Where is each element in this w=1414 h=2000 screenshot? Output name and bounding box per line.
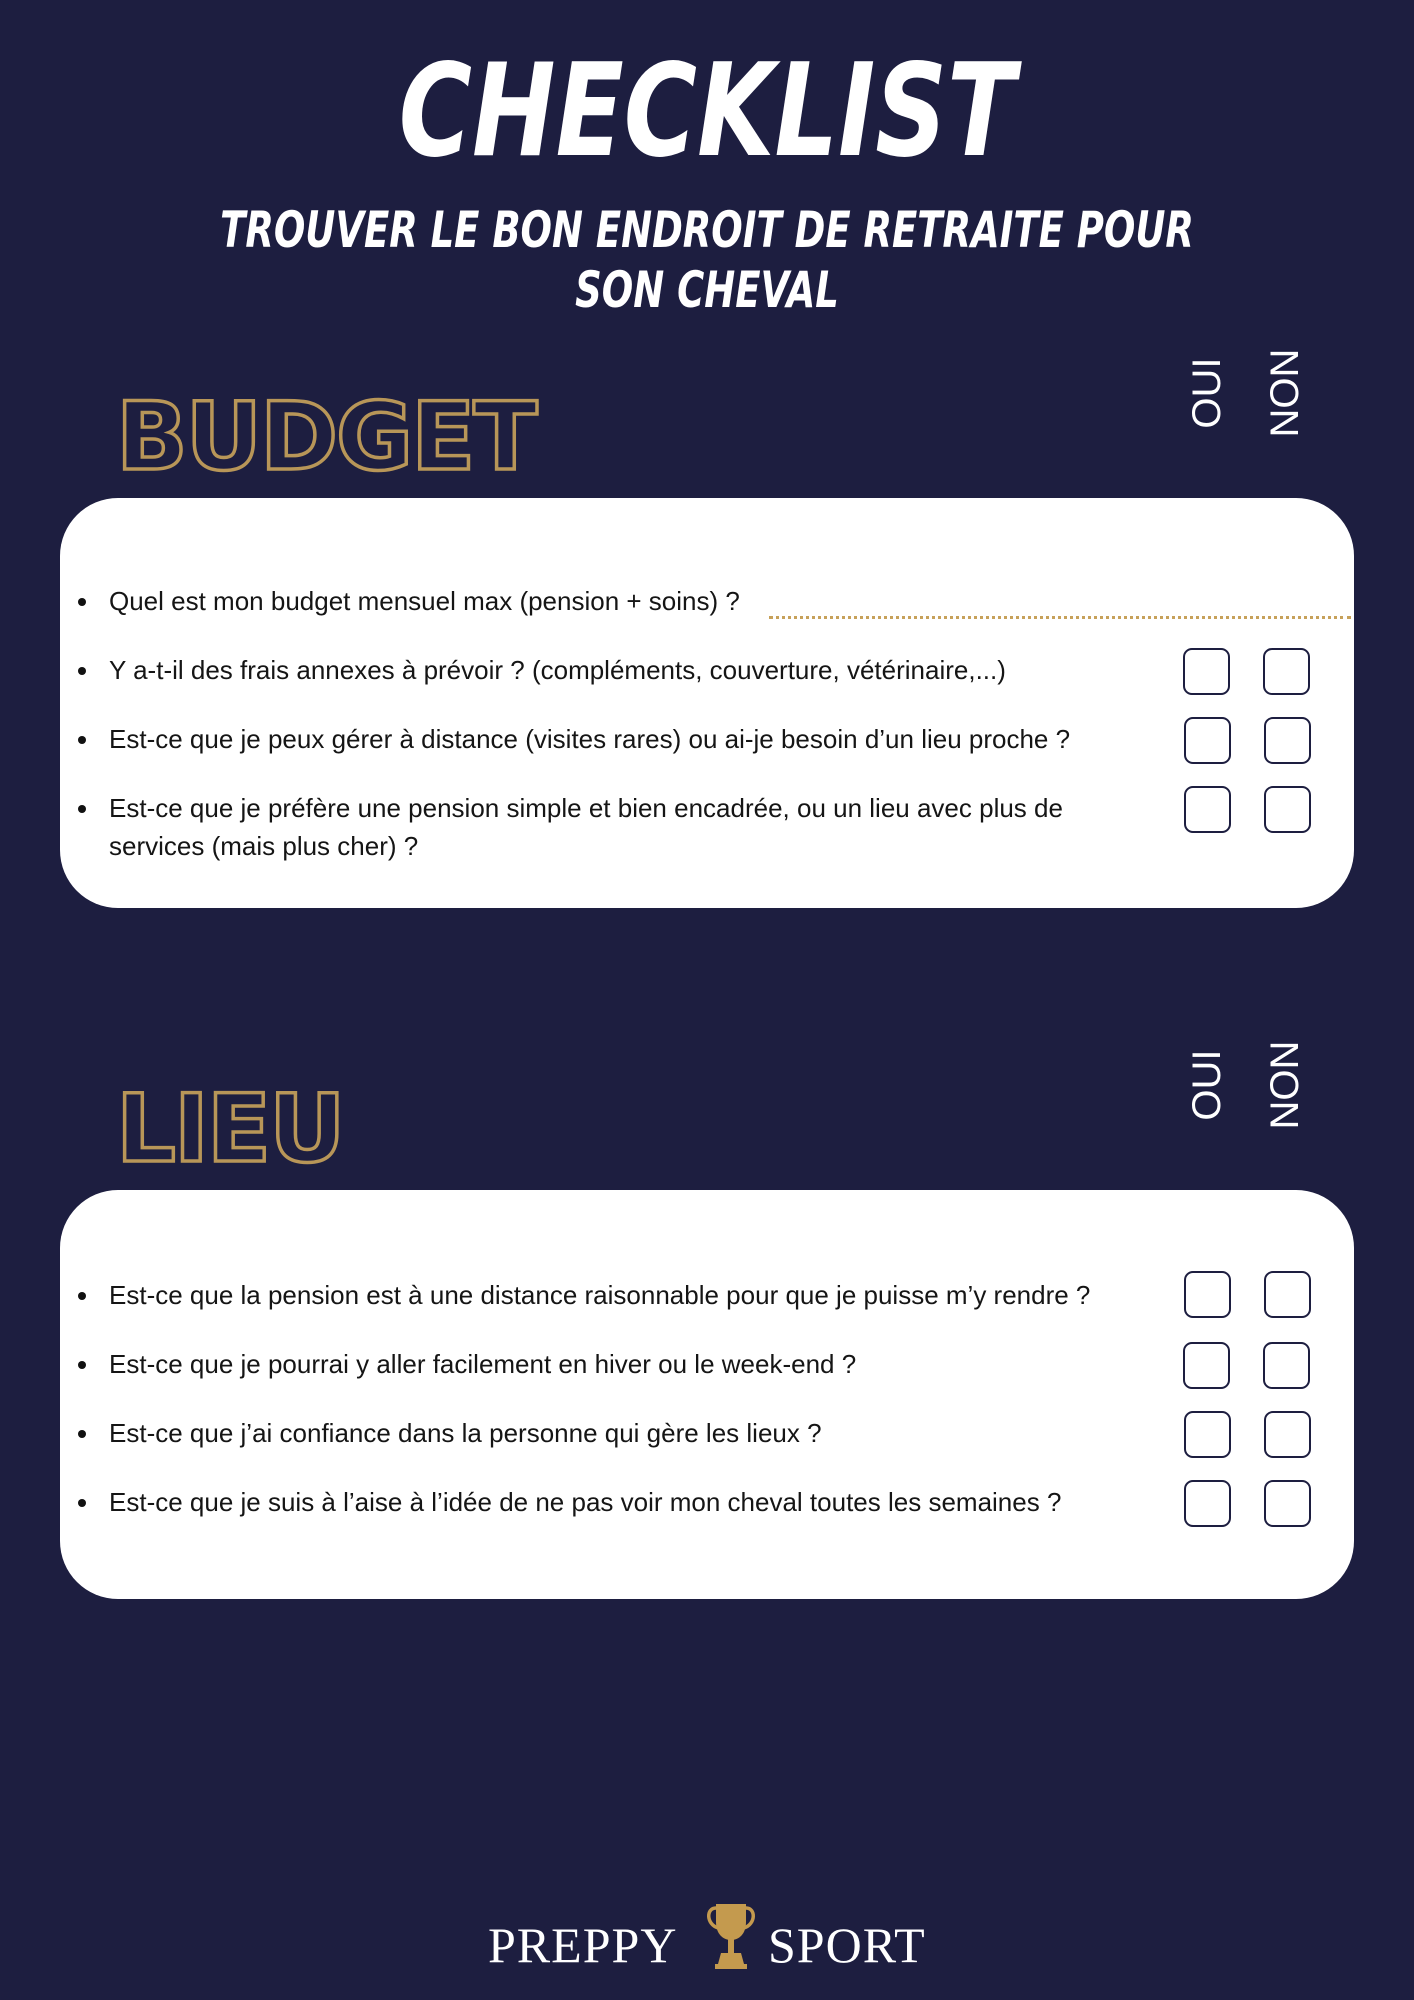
bullet-icon [78, 1361, 86, 1369]
trophy-icon [704, 1900, 758, 1970]
checkbox-non[interactable] [1264, 1480, 1311, 1527]
question-text: Y a-t-il des frais annexes à prévoir ? (compléments, couverture, vétérinaire,...) [109, 655, 1006, 685]
checkbox-oui[interactable] [1183, 1342, 1230, 1389]
bullet-icon [78, 1292, 86, 1300]
checkbox-non[interactable] [1263, 648, 1310, 695]
bullet-icon [78, 736, 86, 744]
checkbox-non[interactable] [1263, 1342, 1310, 1389]
section-title-lieu: LIEU [116, 1075, 344, 1184]
bullet-icon [78, 598, 86, 606]
bullet-icon [78, 1499, 86, 1507]
answer-line[interactable] [769, 616, 1351, 619]
brand-word-left: PREPPY [488, 1917, 678, 1973]
checkbox-non[interactable] [1264, 1411, 1311, 1458]
question-text: Est-ce que j’ai confiance dans la personne qui gère les lieux ? [109, 1418, 822, 1448]
column-label-non: NON [1263, 348, 1307, 438]
checkbox-oui[interactable] [1184, 1480, 1231, 1527]
column-label-oui: OUI [1185, 1049, 1229, 1121]
lieu-card [60, 1190, 1354, 1599]
page-title: CHECKLIST [398, 37, 1016, 186]
checkbox-oui[interactable] [1184, 1271, 1231, 1318]
section-title-budget: BUDGET [116, 383, 536, 492]
question-text: Est-ce que je suis à l’aise à l’idée de ne pas voir mon cheval toutes les semaines ? [109, 1487, 1062, 1517]
question-text: Est-ce que la pension est à une distance raisonnable pour que je puisse m’y rendre ? [109, 1280, 1091, 1310]
question-text: Est-ce que je préfère une pension simple et bien encadrée, ou un lieu avec plus de services (mais plus cher) ? [109, 793, 1063, 861]
checkbox-non[interactable] [1264, 786, 1311, 833]
question-text: Est-ce que je pourrai y aller facilement en hiver ou le week-end ? [109, 1349, 857, 1379]
budget-card [60, 498, 1354, 908]
question-text: Quel est mon budget mensuel max (pension + soins) ? [109, 586, 740, 616]
checkbox-oui[interactable] [1184, 717, 1231, 764]
brand-logo [0, 1900, 1414, 1973]
page-subtitle: TROUVER LE BON ENDROIT DE RETRAITE POUR SON CHEVAL [220, 201, 1194, 319]
checkbox-oui[interactable] [1184, 1411, 1231, 1458]
bullet-icon [78, 1430, 86, 1438]
bullet-icon [78, 805, 86, 813]
column-label-non: NON [1263, 1040, 1307, 1130]
question-text: Est-ce que je peux gérer à distance (visites rares) ou ai-je besoin d’un lieu proche ? [109, 724, 1071, 754]
column-label-oui: OUI [1185, 357, 1229, 429]
bullet-icon [78, 667, 86, 675]
brand-word-right: SPORT [768, 1917, 926, 1973]
checkbox-non[interactable] [1264, 717, 1311, 764]
checkbox-non[interactable] [1264, 1271, 1311, 1318]
checkbox-oui[interactable] [1184, 786, 1231, 833]
checkbox-oui[interactable] [1183, 648, 1230, 695]
